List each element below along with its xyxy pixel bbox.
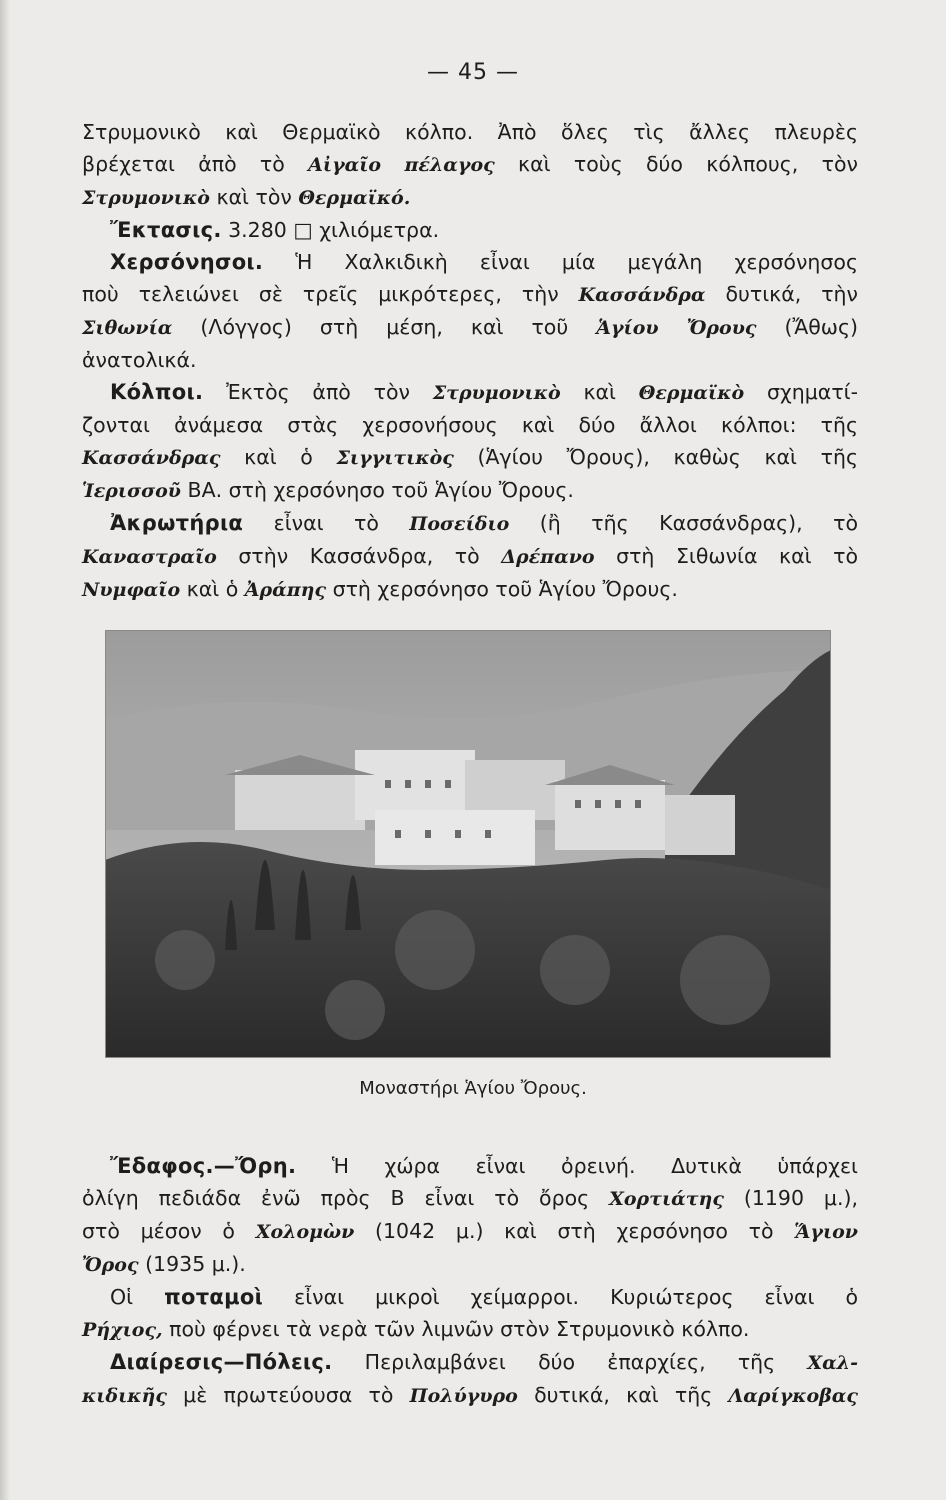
term-aegean-sea: Αἰγαῖο πέλαγος [308, 154, 495, 176]
text-run: (1935 μ.). [138, 1252, 246, 1276]
lower-text-block [82, 1150, 858, 1412]
text-run: (Λόγγος) στὴ μέση, καὶ τοῦ [172, 315, 597, 339]
text-line [82, 116, 858, 148]
text-run: καὶ ὁ [220, 445, 337, 469]
paragraph-terrain [82, 1150, 858, 1281]
text-run: (1190 μ.), [723, 1186, 858, 1210]
text-run: στὴ Σιθωνία καὶ τὸ [594, 544, 859, 568]
term-larigkovas: Λαρίγκοβας [728, 1385, 858, 1407]
paragraph-rivers [82, 1281, 858, 1346]
text-line [82, 148, 858, 181]
text-run: Οἱ [110, 1285, 165, 1309]
text-run: Περιλαμβάνει δύο ἐπαρχίες, τῆς [332, 1350, 808, 1374]
text-line [82, 1150, 858, 1182]
text-line [82, 1248, 858, 1281]
text-run: εἶναι μικροὶ χείμαρροι. Κυριώτερος εἶναι ὁ [263, 1285, 858, 1309]
term-chalkidikis-cont: κιδικῆς [82, 1385, 167, 1407]
text-run: καὶ [560, 380, 639, 404]
upper-text-block [82, 116, 858, 606]
text-line [82, 507, 858, 540]
text-line [82, 181, 858, 214]
term-cholomon: Χολομὼν [255, 1221, 355, 1243]
term-strymonikos: Στρυμονικὸ [432, 382, 561, 404]
term-sithonia: Σιθωνία [82, 317, 173, 339]
text-run: ΒΑ. στὴ χερσόνησο τοῦ Ἁγίου Ὄρους. [180, 478, 574, 502]
term-polygyros: Πολύγυρο [409, 1385, 518, 1407]
text-run: στὸ μέσον ὁ [82, 1219, 256, 1243]
text-line [82, 1182, 858, 1215]
text-run: (Ἄθως) [756, 315, 858, 339]
paragraph-intro [82, 116, 858, 246]
term-ierissos: Ἱερισσοῦ [82, 480, 181, 502]
text-run: Ἡ χώρα εἶναι ὀρεινή. Δυτικὰ ὑπάρχει [296, 1154, 858, 1178]
term-nymfaio: Νυμφαῖο [82, 579, 181, 601]
text-line [82, 1215, 858, 1248]
text-run: Ἐκτὸς ἀπὸ τὸν [203, 380, 433, 404]
text-line [82, 246, 858, 278]
section-heading-area: Ἔκτασις. [110, 218, 222, 242]
paragraph-peninsulas [82, 246, 858, 376]
text-line [82, 1313, 858, 1346]
binding-shadow [0, 0, 10, 1500]
text-run: Ἡ Χαλκιδικὴ εἶναι μία μεγάλη χερσόνησος [263, 250, 858, 274]
page-number: — 45 — [427, 60, 519, 85]
text-run: δυτικά, τὴν [705, 282, 858, 306]
text-run: ποὺ τελειώνει σὲ τρεῖς μικρότερες, τὴν [82, 282, 579, 306]
monastery-illustration [105, 630, 831, 1058]
photo-caption: Μοναστήρι Ἁγίου Ὄρους. [359, 1078, 587, 1099]
term-drepano: Δρέπανο [501, 546, 595, 568]
text-run: ζονται ἀνάμεσα στὰς χερσονήσους καὶ δύο ἄλλοι κόλποι: τῆς [82, 413, 858, 437]
text-run: σχηματί- [744, 380, 858, 404]
text-line [82, 474, 858, 507]
section-heading-gulfs: Κόλποι. [110, 380, 204, 404]
text-run: καὶ τὸν [209, 185, 299, 209]
section-heading-rivers: ποταμοὶ [164, 1285, 264, 1309]
section-heading-terrain: Ἔδαφος.—Ὄρη. [110, 1154, 297, 1178]
text-run: (ἢ τῆς Κασσάνδρας), τὸ [509, 511, 859, 535]
text-run: (1042 μ.) καὶ στὴ χερσόνησο τὸ [354, 1219, 795, 1243]
text-run: καὶ τοὺς δύο κόλπους, τὸν [494, 152, 858, 176]
text-line [82, 376, 858, 409]
text-run: μὲ πρωτεύουσα τὸ [166, 1383, 410, 1407]
term-richios: Ρήχιος, [82, 1319, 163, 1341]
section-heading-divisions: Διαίρεσις—Πόλεις. [110, 1350, 333, 1374]
text-run: δυτικά, καὶ τῆς [517, 1383, 729, 1407]
text-run: (Ἁγίου Ὄρους), καθὼς καὶ τῆς [453, 445, 859, 469]
text-run: ποὺ φέρνει τὰ νερὰ τῶν λιμνῶν στὸν Στρυμονικὸ κόλπο. [162, 1317, 750, 1341]
text-run: βρέχεται ἀπὸ τὸ [82, 152, 309, 176]
text-run: εἶναι τὸ [243, 511, 410, 535]
term-oros: Ὄρος [82, 1254, 139, 1276]
term-agion-oros: Ἁγίου Ὄρους [596, 317, 757, 339]
term-chortiatis: Χορτιάτης [609, 1188, 724, 1210]
paragraph-capes [82, 507, 858, 606]
term-kassandra: Κασσάνδρα [578, 284, 706, 306]
text-run: στὴν Κασσάνδρα, τὸ [216, 544, 502, 568]
term-thermaikos: Θερμαϊκὸ [638, 382, 745, 404]
text-line [82, 1281, 858, 1313]
paragraph-divisions [82, 1346, 858, 1412]
section-heading-capes: Ἀκρωτήρια [110, 511, 244, 535]
term-kassandra-gulf: Κασσάνδρας [82, 447, 221, 469]
term-agion: Ἅγιον [794, 1221, 858, 1243]
term-kanastraio: Καναστραῖο [82, 546, 217, 568]
monastery-photo [105, 630, 831, 1058]
text-line [82, 540, 858, 573]
text-line [82, 311, 858, 344]
text-line [82, 344, 858, 376]
text-line [82, 1379, 858, 1412]
text-run: Στρυμονικὸ καὶ Θερμαϊκὸ κόλπο. Ἀπὸ ὅλες τὶς ἄλλες πλευρὲς [82, 120, 858, 144]
paragraph-gulfs [82, 376, 858, 507]
term-chalkidikis: Χαλ- [807, 1352, 858, 1374]
term-arapis: Ἀράπης [244, 579, 327, 601]
text-run: ὀλίγη πεδιάδα ἐνῶ πρὸς Β εἶναι τὸ ὄρος [82, 1186, 610, 1210]
text-line [82, 441, 858, 474]
text-line [82, 1346, 858, 1379]
text-line [82, 409, 858, 441]
text-run: στὴ χερσόνησο τοῦ Ἁγίου Ὄρους. [326, 577, 678, 601]
term-singitikos: Σιγγιτικὸς [336, 447, 454, 469]
term-poseidio: Ποσείδιο [409, 513, 510, 535]
term-strymonikos: Στρυμονικὸ [82, 187, 210, 209]
section-heading-peninsulas: Χερσόνησοι. [110, 250, 264, 274]
text-line [82, 278, 858, 311]
text-run: ἀνατολικά. [82, 348, 197, 372]
text-run: καὶ ὁ [180, 577, 245, 601]
text-line [82, 214, 858, 246]
text-run: 3.280 □ χιλιόμετρα. [221, 218, 440, 242]
term-thermaikos: Θερμαϊκό. [298, 187, 411, 209]
text-line [82, 573, 858, 606]
